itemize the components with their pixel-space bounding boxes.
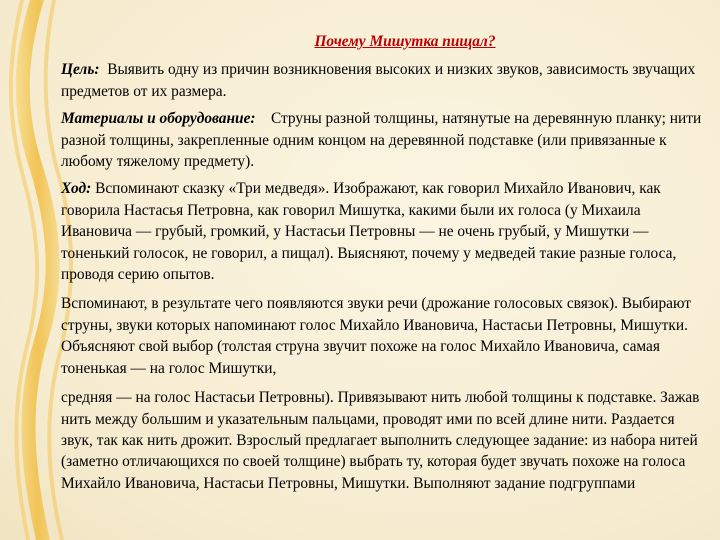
goal-label: Цель: xyxy=(61,61,100,79)
paragraph-2: Вспоминают, в результате чего появляются звуки речи (дрожание голосовых связок). Выбирают струны, звуки которых напоминают голос Михайло Ивановича, Настасьи Петровны, Мишутки. Объясняют свой выбор (толстая струна звучит похоже на голос Михайло Ивановича, самая тоненькая — на голос Мишутки, xyxy=(61,295,692,377)
slide-content xyxy=(61,31,709,500)
paragraph-3: средняя — на голос Настасьи Петровны). Привязывают нить любой толщины к подставке. Зажав нить между большим и указательным пальцами, проводят ими по всей длине нити. Раздается звук, так как нить дрожит. Взрослый предлагает выполнить следующее задание: из набора нитей (заметно отличающихся по своей толщине) выбрать ту, которая будет звучать похоже на голоса Михайло Ивановича, Настасьи Петровны, Мишутки. Выполняют задание подгруппами xyxy=(61,389,700,492)
materials-paragraph xyxy=(61,108,709,172)
procedure-label: Ход: xyxy=(61,180,92,198)
materials-label: Материалы и оборудование: xyxy=(61,110,256,128)
procedure-paragraph xyxy=(61,178,709,285)
materials-text: Струны разной толщины, натянутые на деревянную планку; нити разной толщины, закрепленные одним концом на деревянной подставке (или привязанные к любому тяжелому предмету). xyxy=(61,110,702,171)
goal-text: Выявить одну из причин возникновения высоких и низких звуков, зависимость звучащих предметов от их размера. xyxy=(61,61,696,100)
procedure-text: Вспоминают сказку «Три медведя». Изображают, как говорил Михайло Иванович, как говорила Настасья Петровна, как говорил Мишутка, какими были их голоса (у Михаила Ивановича — грубый, громкий, у Настасьи Петровны — не очень грубый, у Мишутки — тоненький голосок, не говорил, а пищал). Выясняют, почему у медведей такие разные голоса, проводя серию опытов. xyxy=(61,180,677,284)
page-title: Почему Мишутка пищал? xyxy=(314,33,496,50)
goal-paragraph xyxy=(61,59,709,102)
